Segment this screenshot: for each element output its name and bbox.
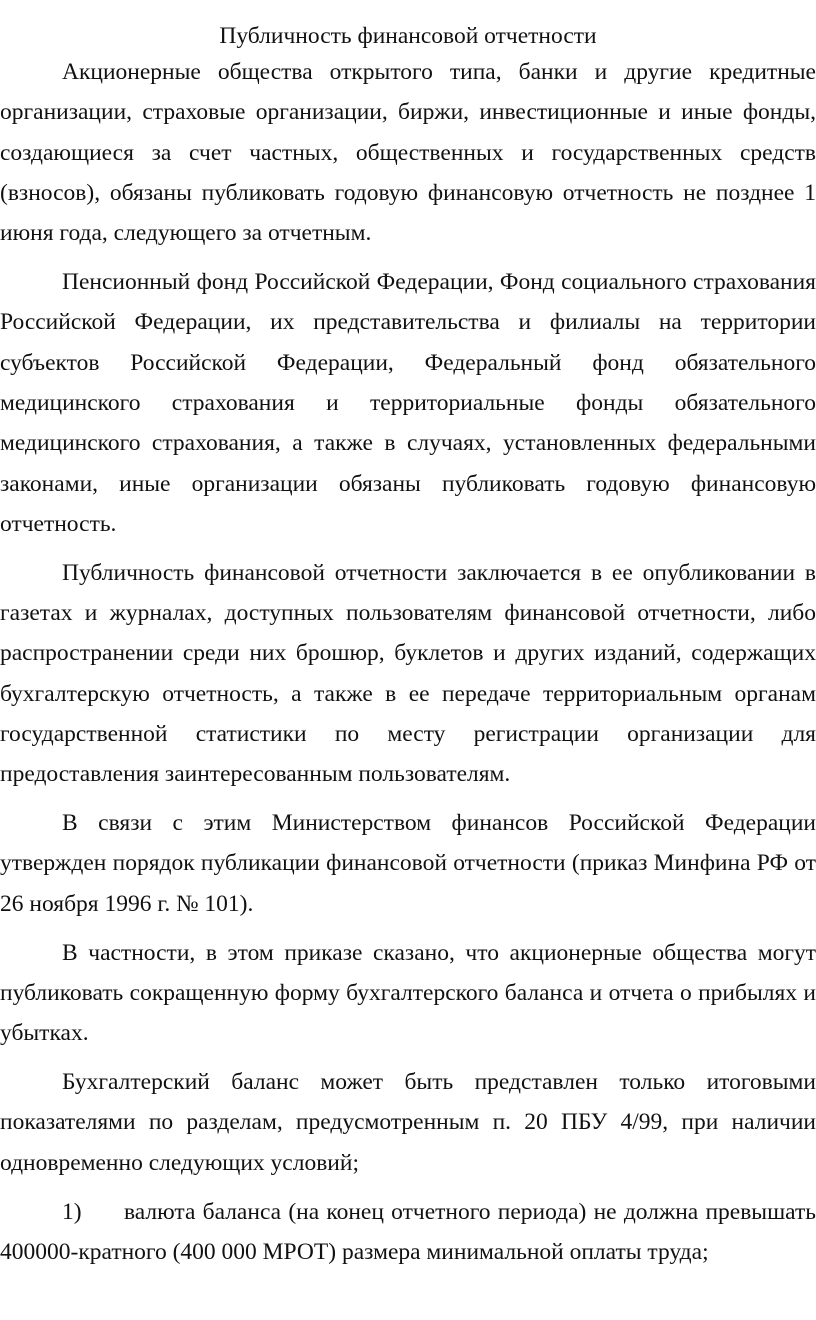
paragraph-5: В частности, в этом приказе сказано, что акционерные общества могут публиковать сокращенную форму бухгалтерского баланса и отчета о прибылях и убытках. xyxy=(0,939,816,1047)
document-page xyxy=(0,20,816,1281)
list-item-marker: 1) xyxy=(62,1198,82,1225)
paragraph-1: Акционерные общества открытого типа, банки и другие кредитные организации, страховые организации, биржи, инвестиционные и иные фонды, создающиеся за счет частных, общественных и государственных средств (взносов), обязаны публиковать годовую финансовую отчетность не позднее 1 июня года, следующего за отчетным. xyxy=(0,59,816,247)
document-title: Публичность финансовой отчетности xyxy=(219,23,597,49)
paragraph-2: Пенсионный фонд Российской Федерации, Фонд социального страхования Российской Федерации, их представительства и филиалы на территории субъектов Российской Федерации, Федеральный фонд обязательного медицинского страхования и территориальные фонды обязательного медицинского страхования, а также в случаях, установленных федеральными законами, иные организации обязаны публиковать годовую финансовую отчетность. xyxy=(0,269,816,537)
paragraph-4: В связи с этим Министерством финансов Российской Федерации утвержден порядок публикации финансовой отчетности (приказ Минфина РФ от 26 ноября 1996 г. № 101). xyxy=(0,810,816,917)
paragraph-6: Бухгалтерский баланс может быть представлен только итоговыми показателями по разделам, предусмотренным п. 20 ПБУ 4/99, при наличии одновременно следующих условий; xyxy=(0,1069,816,1176)
list-item-text: валюта баланса (на конец отчетного периода) не должна превышать 400000-кратного (400 000 МРОТ) размера минимальной оплаты труда; xyxy=(0,1198,816,1265)
paragraph-3: Публичность финансовой отчетности заключается в ее опубликовании в газетах и журналах, доступных пользователям финансовой отчетности, либо распространении среди них брошюр, буклетов и других изданий, содержащих бухгалтерскую отчетность, а также в ее передаче территориальным органам государственной статистики по месту регистрации организации для предоставления заинтересованным пользователям. xyxy=(0,559,816,788)
list-item-1 xyxy=(0,1192,816,1273)
